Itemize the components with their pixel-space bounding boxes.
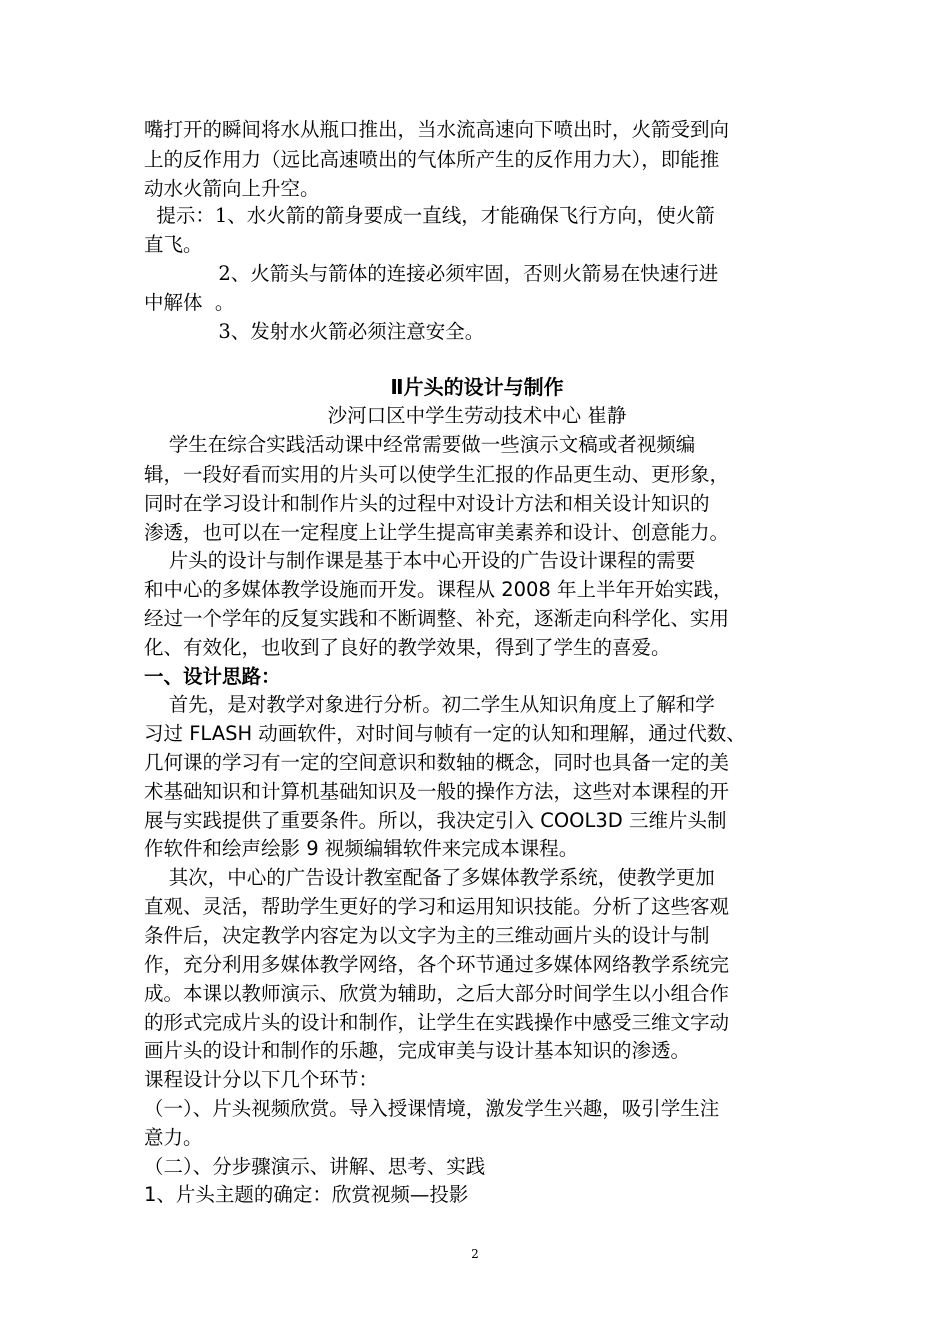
body-line: 课程设计分以下几个环节： [144,1068,379,1091]
body-line: （一）、片头视频欣赏。导入授课情境，激发学生兴趣，吸引学生注 [144,1097,720,1120]
body-line: 动水火箭向上升空。 [144,177,320,200]
article-author: 沙河口区中学生劳动技术中心 崔静 [327,404,627,427]
body-line: 意力。 [144,1126,203,1149]
body-line: 中解体 。 [144,291,235,314]
body-line: 辑，一段好看而实用的片头可以使学生汇报的作品更生动、更形象， [144,463,730,486]
body-line: 嘴打开的瞬间将水从瓶口推出，当水流高速向下喷出时，火箭受到向 [144,118,730,141]
body-line: 渗透，也可以在一定程度上让学生提高审美素养和设计、创意能力。 [144,521,730,544]
body-line: 学生在综合实践活动课中经常需要做一些演示文稿或者视频编 [144,433,696,456]
body-line: 1、片头主题的确定：欣赏视频—投影 [144,1183,469,1206]
body-line: 上的反作用力（远比高速喷出的气体所产生的反作用力大），即能推 [144,148,720,171]
body-line: 展与实践提供了重要条件。所以，我决定引入 COOL3D 三维片头制 [144,809,727,832]
body-line: 经过一个学年的反复实践和不断调整、补充，逐渐走向科学化、实用 [144,607,730,630]
body-line: 直观、灵活，帮助学生更好的学习和运用知识技能。分析了这些客观 [144,895,730,918]
article-title: Ⅱ片头的设计与制作 [390,375,564,399]
body-line: （二）、分步骤演示、讲解、思考、实践 [144,1155,486,1178]
tip-line: 提示：1、水火箭的箭身要成一直线，才能确保飞行方向，使火箭 [144,204,715,227]
body-line: 首先，是对教学对象进行分析。初二学生从知识角度上了解和学 [144,693,715,716]
body-line: 化、有效化，也收到了良好的教学效果，得到了学生的喜爱。 [144,636,671,659]
body-line: 几何课的学习有一定的空间意识和数轴的概念，同时也具备一定的美 [144,751,730,774]
body-line: 和中心的多媒体教学设施而开发。课程从 2008 年上半年开始实践， [144,578,733,601]
body-line: 画片头的设计和制作的乐趣，完成审美与设计基本知识的渗透。 [144,1039,691,1062]
tip-line: 2、火箭头与箭体的连接必须牢固，否则火箭易在快速行进 [144,262,719,285]
body-line: 条件后，决定教学内容定为以文字为主的三维动画片头的设计与制 [144,924,710,947]
body-line: 作软件和绘声绘影 9 视频编辑软件来完成本课程。 [144,837,579,860]
body-line: 作，充分利用多媒体教学网络，各个环节通过多媒体网络教学系统完 [144,953,730,976]
body-line: 术基础知识和计算机基础知识及一般的操作方法，这些对本课程的开 [144,780,730,803]
body-line: 习过 FLASH 动画软件，对时间与帧有一定的认知和理解，通过代数、 [144,722,746,745]
body-line: 其次，中心的广告设计教室配备了多媒体教学系统，使教学更加 [144,866,715,889]
body-line: 的形式完成片头的设计和制作，让学生在实践操作中感受三维文字动 [144,1011,730,1034]
body-line: 直飞。 [144,233,203,256]
page-number: 2 [471,1247,479,1261]
body-line: 片头的设计与制作课是基于本中心开设的广告设计课程的需要 [144,549,696,572]
section-heading: 一、设计思路： [144,665,281,688]
body-line: 同时在学习设计和制作片头的过程中对设计方法和相关设计知识的 [144,492,710,515]
tip-line: 3、发射水火箭必须注意安全。 [144,320,485,343]
body-line: 成。本课以教师演示、欣赏为辅助，之后大部分时间学生以小组合作 [144,982,730,1005]
